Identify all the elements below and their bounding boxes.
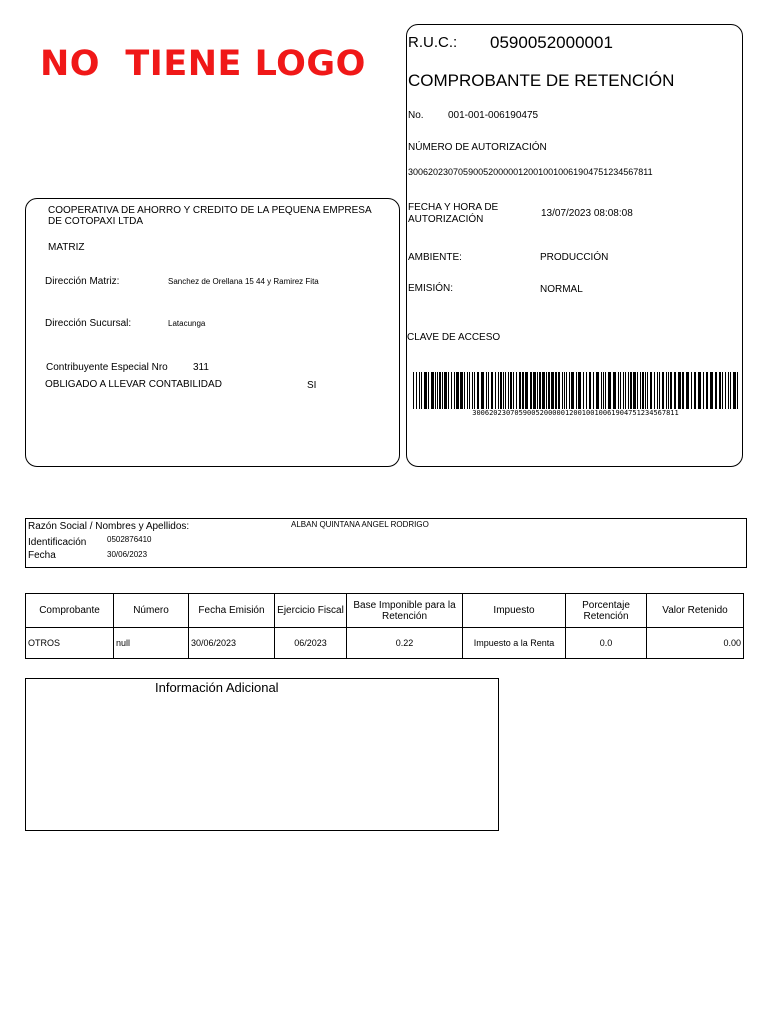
additional-info-title: Información Adicional (155, 680, 279, 695)
issuer-branch: MATRIZ (48, 242, 85, 253)
barcode-bar (596, 372, 599, 409)
access-key-label: CLAVE DE ACCESO (407, 332, 501, 343)
barcode-bar (620, 372, 621, 409)
barcode-bar (460, 372, 463, 409)
barcode-bar (722, 372, 723, 409)
barcode-bar (456, 372, 459, 409)
table-cell-porcentaje: 0.0 (566, 628, 647, 659)
column-header: Base Imponible para la Retención (347, 594, 463, 628)
column-header: Ejercicio Fiscal (275, 594, 347, 628)
emision-label: EMISIÓN: (408, 283, 454, 294)
barcode-bar (419, 372, 420, 409)
subject-name-label: Razón Social / Nombres y Apellidos: (28, 521, 190, 532)
barcode-bar (654, 372, 655, 409)
barcode-bar (522, 372, 524, 409)
column-header: Número (114, 594, 189, 628)
barcode-bar (537, 372, 538, 409)
barcode-bar (413, 372, 414, 409)
barcode-bar (613, 372, 616, 409)
barcode-bar (491, 372, 493, 409)
issuer-name-line1: COOPERATIVA DE AHORRO Y CREDITO DE LA PEQUENA EMPRESA (48, 205, 372, 216)
access-key-barcode-text: 3006202307059005200000120010010061904751234567811 (472, 409, 679, 417)
barcode-bar (555, 372, 557, 409)
table-cell-valor-retenido: 0.00 (647, 628, 744, 659)
issuer-name-line2: DE COTOPAXI LTDA (48, 216, 144, 227)
barcode-bar (694, 372, 696, 409)
barcode-bar (682, 372, 684, 409)
barcode-bar (645, 372, 646, 409)
barcode-bar (525, 372, 528, 409)
barcode-bar (623, 372, 624, 409)
barcode-bar (571, 372, 574, 409)
barcode-bar (657, 372, 658, 409)
barcode-bar (437, 372, 438, 409)
barcode-bar (662, 372, 664, 409)
barcode-bar (505, 372, 506, 409)
ambiente-value: PRODUCCIÓN (540, 252, 609, 263)
ruc-value: 0590052000001 (490, 33, 613, 52)
barcode-bar (546, 372, 547, 409)
barcode-bar (519, 372, 521, 409)
special-taxpayer-label: Contribuyente Especial Nro (46, 362, 168, 373)
subject-name-value: ALBAN QUINTANA ANGEL RODRIGO (291, 520, 429, 529)
ambiente-label: AMBIENTE: (408, 252, 462, 263)
subject-date-label: Fecha (28, 550, 56, 561)
barcode-bar (451, 372, 452, 409)
barcode-bar (503, 372, 504, 409)
barcode-bar (670, 372, 672, 409)
barcode-bar (424, 372, 427, 409)
barcode-bar (566, 372, 567, 409)
authorization-number: 3006202307059005200000120010010061904751234567811 (408, 167, 653, 177)
access-key-barcode (413, 372, 738, 409)
barcode-bar (647, 372, 648, 409)
barcode-bar (608, 372, 611, 409)
barcode-bar (589, 372, 591, 409)
barcode-bar (467, 372, 468, 409)
barcode-bar (444, 372, 447, 409)
table-cell-base-imponible: 0.22 (347, 628, 463, 659)
barcode-bar (558, 372, 560, 409)
barcode-bar (551, 372, 554, 409)
barcode-bar (674, 372, 676, 409)
barcode-bar (431, 372, 434, 409)
branch-address-value: Latacunga (168, 319, 206, 328)
barcode-bar (730, 372, 731, 409)
barcode-bar (513, 372, 514, 409)
main-address-value: Sanchez de Orellana 15 44 y Ramirez Fita (168, 277, 319, 286)
barcode-bar (530, 372, 532, 409)
barcode-bar (630, 372, 632, 409)
barcode-bar (439, 372, 441, 409)
special-taxpayer-number: 311 (193, 362, 209, 373)
barcode-bar (706, 372, 708, 409)
barcode-bar (428, 372, 429, 409)
barcode-bar (472, 372, 473, 409)
barcode-bar (605, 372, 606, 409)
barcode-bar (498, 372, 499, 409)
emision-value: NORMAL (540, 284, 583, 295)
column-header: Fecha Emisión (189, 594, 275, 628)
table-row (26, 628, 744, 659)
subject-id-value: 0502876410 (107, 535, 152, 544)
barcode-bar (510, 372, 512, 409)
barcode-bar (715, 372, 717, 409)
barcode-bar (710, 372, 713, 409)
barcode-bar (678, 372, 681, 409)
barcode-bar (737, 372, 738, 409)
authorization-datetime-label-1: FECHA Y HORA DE (408, 202, 499, 213)
barcode-bar (593, 372, 594, 409)
barcode-bar (477, 372, 479, 409)
barcode-bar (569, 372, 570, 409)
logo-placeholder: NO TIENE LOGO (40, 44, 366, 84)
accounting-required-label: OBLIGADO A LLEVAR CONTABILIDAD (45, 379, 222, 390)
barcode-bar (548, 372, 550, 409)
authorization-label: NÚMERO DE AUTORIZACIÓN (408, 142, 547, 153)
barcode-bar (686, 372, 689, 409)
barcode-bar (516, 372, 517, 409)
barcode-bar (576, 372, 577, 409)
barcode-bar (725, 372, 726, 409)
barcode-bar (650, 372, 652, 409)
document-number-label: No. (408, 110, 424, 121)
barcode-bar (719, 372, 721, 409)
document-title: COMPROBANTE DE RETENCIÓN (408, 71, 675, 90)
subject-date-value: 30/06/2023 (107, 550, 148, 559)
barcode-bar (435, 372, 436, 409)
table-cell-fecha-emision: 30/06/2023 (189, 628, 275, 659)
barcode-bar (633, 372, 636, 409)
barcode-bar (586, 372, 587, 409)
barcode-bar (421, 372, 422, 409)
barcode-bar (488, 372, 489, 409)
barcode-bar (416, 372, 417, 409)
barcode-bar (442, 372, 443, 409)
barcode-bar (659, 372, 660, 409)
barcode-bar (603, 372, 604, 409)
barcode-bar (448, 372, 449, 409)
ruc-label: R.U.C.: (408, 34, 458, 51)
barcode-bar (703, 372, 704, 409)
barcode-bar (668, 372, 669, 409)
column-header: Impuesto (463, 594, 566, 628)
barcode-bar (564, 372, 565, 409)
barcode-bar (486, 372, 487, 409)
barcode-bar (508, 372, 509, 409)
table-cell-numero: null (114, 628, 189, 659)
subject-id-label: Identificación (28, 537, 87, 548)
table-header-row (26, 594, 744, 628)
barcode-bar (642, 372, 644, 409)
barcode-bar (562, 372, 563, 409)
barcode-bar (691, 372, 692, 409)
barcode-bar (733, 372, 736, 409)
retention-table (25, 593, 744, 659)
barcode-bar (500, 372, 502, 409)
barcode-bar (542, 372, 545, 409)
column-header: Comprobante (26, 594, 114, 628)
barcode-bar (539, 372, 541, 409)
table-cell-impuesto: Impuesto a la Renta (463, 628, 566, 659)
column-header: Valor Retenido (647, 594, 744, 628)
additional-info-box (25, 678, 499, 831)
barcode-bar (481, 372, 484, 409)
barcode-bar (495, 372, 496, 409)
barcode-bar (601, 372, 602, 409)
barcode-bar (474, 372, 475, 409)
table-cell-ejercicio-fiscal: 06/2023 (275, 628, 347, 659)
issuer-info-box (25, 198, 400, 467)
authorization-datetime-label-2: AUTORIZACIÓN (408, 214, 484, 225)
barcode-bar (637, 372, 638, 409)
document-number-value: 001-001-006190475 (448, 110, 539, 121)
barcode-bar (728, 372, 729, 409)
barcode-bar (469, 372, 470, 409)
barcode-bar (578, 372, 581, 409)
barcode-bar (666, 372, 667, 409)
barcode-bar (618, 372, 619, 409)
authorization-datetime-value: 13/07/2023 08:08:08 (541, 208, 633, 219)
main-address-label: Dirección Matriz: (45, 276, 120, 287)
barcode-bar (583, 372, 584, 409)
branch-address-label: Dirección Sucursal: (45, 318, 132, 329)
barcode-bar (625, 372, 626, 409)
table-cell-comprobante: OTROS (26, 628, 114, 659)
accounting-required-value: SI (307, 380, 317, 391)
barcode-bar (628, 372, 629, 409)
barcode-bar (454, 372, 455, 409)
barcode-bar (533, 372, 536, 409)
barcode-bar (464, 372, 465, 409)
barcode-bar (698, 372, 701, 409)
column-header: Porcentaje Retención (566, 594, 647, 628)
barcode-bar (640, 372, 641, 409)
